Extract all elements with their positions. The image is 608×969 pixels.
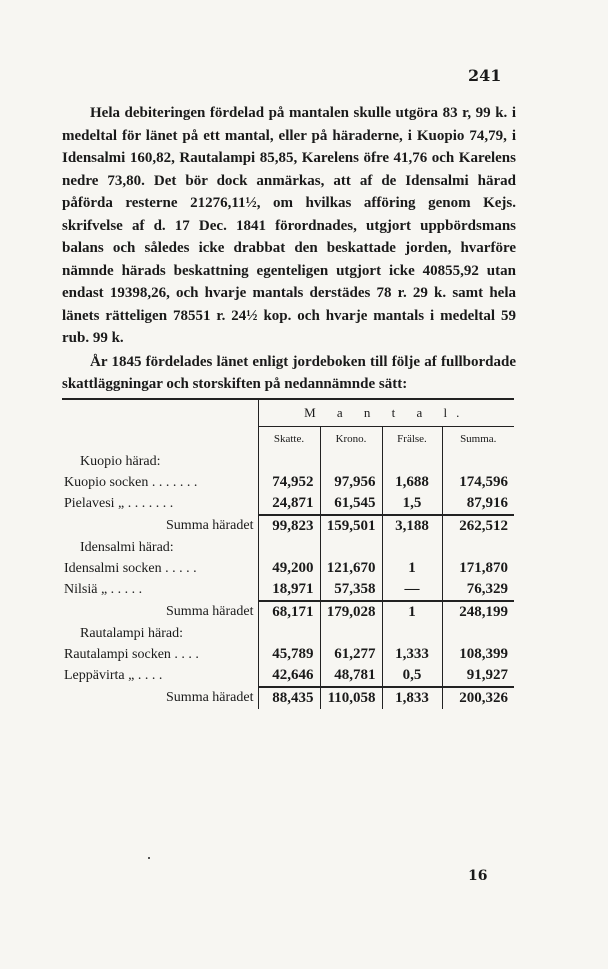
mantal-table (62, 398, 514, 709)
header-blank-2 (62, 427, 258, 452)
cell-skatte: 74,952 (258, 472, 320, 493)
sum-row (62, 515, 514, 537)
cell-empty (442, 537, 514, 558)
cell-krono: 121,670 (320, 558, 382, 579)
row-label: Leppävirta „ . . . . (64, 668, 163, 683)
row-label: Rautalampi socken . . . . (64, 646, 199, 662)
cell-krono: 61,545 (320, 493, 382, 515)
cell-fralse: 1 (382, 601, 442, 623)
mantal-grid (62, 400, 514, 709)
table-row (62, 579, 514, 601)
table-row (62, 472, 514, 493)
cell-summa: 200,326 (442, 687, 514, 709)
cell-skatte: 49,200 (258, 558, 320, 579)
row-label: Pielavesi „ . . . . . . . (64, 496, 174, 511)
cell-summa: 91,927 (442, 665, 514, 687)
cell-krono: 57,358 (320, 579, 382, 601)
cell-krono: 61,277 (320, 644, 382, 665)
sum-row (62, 601, 514, 623)
sum-label: Summa häradet (166, 690, 254, 705)
table-row (62, 623, 514, 644)
cell-empty (258, 623, 320, 644)
signature-mark: 16 (468, 868, 488, 884)
district-heading: Idensalmi härad: (80, 539, 174, 555)
district-heading: Rautalampi härad: (80, 625, 184, 641)
table-row (62, 537, 514, 558)
table-row (62, 644, 514, 665)
cell-fralse: 1,833 (382, 687, 442, 709)
print-dot (148, 857, 150, 859)
page-number: 241 (468, 66, 502, 85)
cell-empty (320, 537, 382, 558)
cell-krono: 48,781 (320, 665, 382, 687)
cell-empty (258, 451, 320, 472)
header-blank (62, 400, 258, 427)
cell-fralse: — (382, 579, 442, 601)
table-row (62, 665, 514, 687)
column-header-fralse: Frälse. (382, 427, 442, 452)
cell-empty (442, 451, 514, 472)
cell-skatte: 45,789 (258, 644, 320, 665)
paragraph-2: År 1845 fördelades länet enligt jordeboken till följe af fullbordade skattläggningar och storskiften på nedannämnde sätt: (62, 353, 516, 392)
cell-summa: 248,199 (442, 601, 514, 623)
column-header-skatte: Skatte. (258, 427, 320, 452)
cell-skatte: 99,823 (258, 515, 320, 537)
cell-empty (442, 623, 514, 644)
row-label: Idensalmi socken . . . . . (64, 560, 197, 576)
table-column-header-row (62, 427, 514, 452)
paragraph-1: Hela debiteringen fördelad på mantalen skulle utgöra 83 r, 99 k. i medeltal för länet på ett mantal, eller på häraderne, i Kuopio 74,79, i Idensalmi 160,82, Rautalampi 85,85, Karelens öfre 41,76 och Karelens nedre 73,80. Det bör dock anmärkas, att af de Idensalmi härad påförda resterne 21276,11½, om hvilkas afföring genom Kejs. skrifvelse af d. 17 Dec. 1841 förordnades, utgjort uppbördsmans balans och således icke drabbat den beskattade jorden, hvarföre nämnde härads beskattning egenteligen utgjort icke 40855,92 utan endast 19398,26, och hvarje mantals derstädes 78 r. 29 k. samt hela länets rätteligen 78551 r. 24½ kop. och hvarje mantals i medeltal 59 rub. 99 k. (62, 105, 516, 346)
cell-fralse: 3,188 (382, 515, 442, 537)
cell-empty (258, 537, 320, 558)
sum-label: Summa häradet (166, 604, 254, 619)
cell-summa: 87,916 (442, 493, 514, 515)
cell-skatte: 88,435 (258, 687, 320, 709)
sum-row (62, 687, 514, 709)
body-text (62, 102, 516, 396)
cell-fralse: 1,688 (382, 472, 442, 493)
table-row (62, 451, 514, 472)
table-row (62, 493, 514, 515)
cell-fralse: 1 (382, 558, 442, 579)
cell-empty (320, 623, 382, 644)
cell-fralse: 1,5 (382, 493, 442, 515)
column-header-summa: Summa. (442, 427, 514, 452)
cell-summa: 174,596 (442, 472, 514, 493)
cell-summa: 262,512 (442, 515, 514, 537)
cell-skatte: 24,871 (258, 493, 320, 515)
cell-fralse: 0,5 (382, 665, 442, 687)
cell-krono: 179,028 (320, 601, 382, 623)
cell-empty (382, 451, 442, 472)
cell-empty (382, 537, 442, 558)
cell-krono: 159,501 (320, 515, 382, 537)
group-header-mantal: M a n t a l. (258, 400, 514, 427)
table-group-header-row (62, 400, 514, 427)
cell-krono: 97,956 (320, 472, 382, 493)
cell-krono: 110,058 (320, 687, 382, 709)
cell-empty (382, 623, 442, 644)
cell-summa: 108,399 (442, 644, 514, 665)
row-label: Kuopio socken . . . . . . . (64, 474, 198, 490)
cell-fralse: 1,333 (382, 644, 442, 665)
cell-summa: 76,329 (442, 579, 514, 601)
sum-label: Summa häradet (166, 518, 254, 533)
column-header-krono: Krono. (320, 427, 382, 452)
row-label: Nilsiä „ . . . . . (64, 582, 143, 597)
cell-skatte: 42,646 (258, 665, 320, 687)
cell-empty (320, 451, 382, 472)
table-row (62, 558, 514, 579)
cell-skatte: 18,971 (258, 579, 320, 601)
district-heading: Kuopio härad: (80, 453, 161, 469)
cell-summa: 171,870 (442, 558, 514, 579)
cell-skatte: 68,171 (258, 601, 320, 623)
